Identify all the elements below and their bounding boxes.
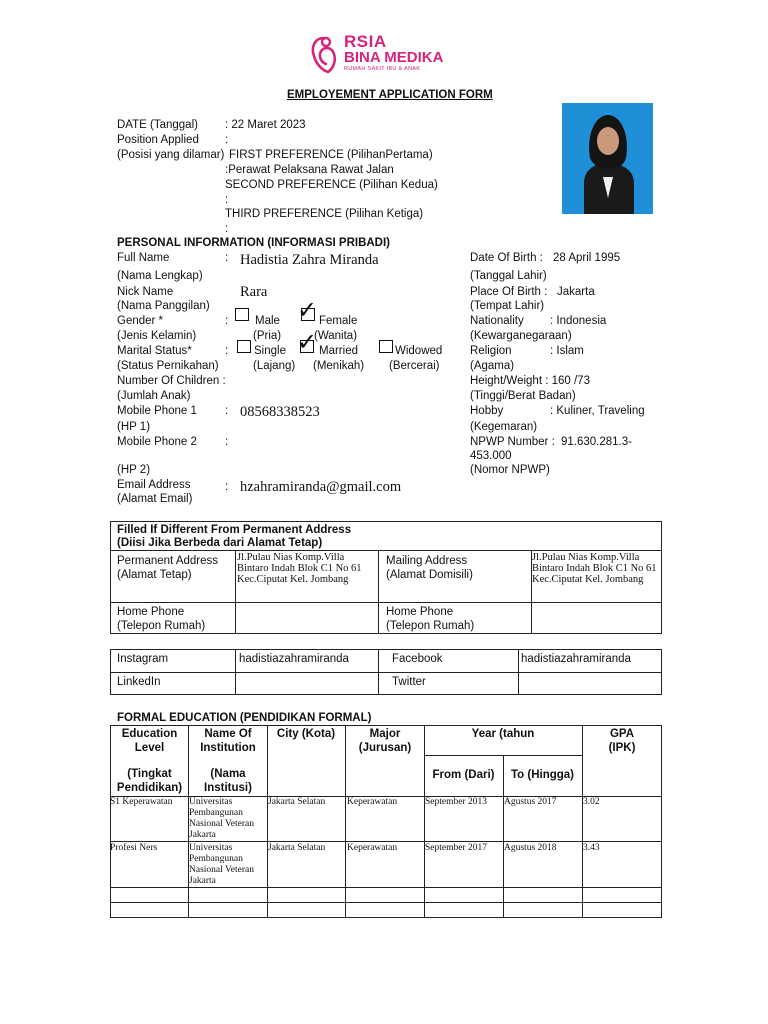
permanent-address-value[interactable]: Jl.Pulau Nias Komp.Villa Bintaro Indah Blok C1 No 61 Kec.Ciputat Kel. Jombang <box>237 552 362 585</box>
applicant-photo <box>562 103 653 214</box>
female-sub: (Wanita) <box>314 330 358 342</box>
male-label: Male <box>255 315 280 327</box>
edu-row2-level[interactable]: Profesi Ners <box>110 843 158 853</box>
email-colon: : <box>225 481 229 493</box>
mother-child-logo-icon <box>308 34 340 76</box>
hobby-label: Hobby <box>470 405 504 417</box>
first-preference-label: FIRST PREFERENCE (PilihanPertama) <box>229 149 433 161</box>
edu-row1-gpa[interactable]: 3.02 <box>583 797 600 807</box>
social-vline-3 <box>518 649 519 695</box>
nationality-label: Nationality <box>470 315 524 327</box>
male-sub: (Pria) <box>253 330 282 342</box>
edu-row1-level[interactable]: S1 Keperawatan <box>110 797 173 807</box>
gender-label: Gender * <box>117 315 164 327</box>
person-photo-icon <box>562 103 653 214</box>
address-vline-2 <box>378 550 379 634</box>
edu-hline-row1 <box>110 841 662 842</box>
edu-vline-2 <box>267 725 268 918</box>
social-vline-2 <box>378 649 379 695</box>
married-sub: (Menikah) <box>313 360 365 372</box>
third-preference-colon: : <box>225 223 229 235</box>
single-checkbox[interactable] <box>237 340 251 353</box>
height-weight-sub: (Tinggi/Berat Badan) <box>470 390 576 402</box>
hospital-logo <box>308 32 453 78</box>
mobile2-colon: : <box>225 436 229 448</box>
single-sub: (Lajang) <box>253 360 296 372</box>
edu-vline-6 <box>582 725 583 918</box>
third-preference-label: THIRD PREFERENCE (Pilihan Ketiga) <box>225 208 424 220</box>
married-label: Married <box>319 345 358 357</box>
religion-label: Religion <box>470 345 512 357</box>
dob-value: 28 April 1995 <box>553 252 621 264</box>
permanent-address-label: Permanent Address <box>117 555 219 567</box>
edu-row1-to[interactable]: Agustus 2017 <box>504 797 557 807</box>
edu-row1-city[interactable]: Jakarta Selatan <box>268 797 326 807</box>
npwp-sub: (Nomor NPWP) <box>470 464 550 476</box>
address-vline-1 <box>235 550 236 634</box>
col-institution: Name Of Institution <box>200 728 256 754</box>
col-education-level: Education Level <box>121 728 178 754</box>
marital-colon: : <box>225 345 229 357</box>
address-divider-top <box>110 550 662 551</box>
mobile1-value[interactable]: 08568338523 <box>240 404 320 420</box>
col-from: From (Dari) <box>432 769 495 781</box>
edu-vline-3 <box>345 725 346 918</box>
personal-heading: PERSONAL INFORMATION (INFORMASI PRIBADI) <box>117 237 391 249</box>
dob-sub: (Tanggal Lahir) <box>470 270 547 282</box>
address-heading-sub: (Diisi Jika Berbeda dari Alamat Tetap) <box>117 537 323 549</box>
edu-row2-to[interactable]: Agustus 2018 <box>504 843 557 853</box>
social-vline-1 <box>235 649 236 695</box>
male-checkbox[interactable] <box>235 308 249 321</box>
home-phone-sub: (Telepon Rumah) <box>117 620 206 632</box>
nick-name-value[interactable]: Rara <box>240 284 268 300</box>
position-label: Position Applied <box>117 134 199 146</box>
mailing-address-label: Mailing Address <box>386 555 468 567</box>
marital-label: Marital Status* <box>117 345 192 357</box>
pob-sub: (Tempat Lahir) <box>470 300 545 312</box>
mobile1-colon: : <box>225 405 229 417</box>
col-major: Major (Jurusan) <box>358 728 412 754</box>
col-institution-sub: (Nama Institusi) <box>204 768 252 794</box>
facebook-label: Facebook <box>392 653 443 665</box>
full-name-sub: (Nama Lengkap) <box>117 270 203 282</box>
second-preference-label: SECOND PREFERENCE (Pilihan Kedua) <box>225 179 438 191</box>
date-label: DATE (Tanggal) <box>117 119 198 131</box>
logo-tagline: RUMAH SAKIT IBU & ANAK <box>344 66 421 72</box>
full-name-colon: : <box>225 252 229 264</box>
religion-value: : Islam <box>550 345 584 357</box>
nationality-sub: (Kewarganegaraan) <box>470 330 572 342</box>
edu-row2-institution[interactable]: Universitas Pembangunan Nasional Veteran Jakarta <box>189 843 254 886</box>
marital-sub: (Status Pernikahan) <box>117 360 219 372</box>
nick-name-label: Nick Name <box>117 286 174 298</box>
nick-name-sub: (Nama Panggilan) <box>117 300 210 312</box>
nationality-value: : Indonesia <box>550 315 607 327</box>
linkedin-label: LinkedIn <box>117 676 161 688</box>
hobby-sub: (Kegemaran) <box>470 421 538 433</box>
mailing-address-sub: (Alamat Domisili) <box>386 569 473 581</box>
date-value: : 22 Maret 2023 <box>225 119 306 131</box>
gender-colon: : <box>225 315 229 327</box>
facebook-value[interactable]: hadistiazahramiranda <box>521 653 631 665</box>
edu-row2-major[interactable]: Keperawatan <box>347 843 398 853</box>
address-divider-mid <box>110 602 662 603</box>
mobile1-label: Mobile Phone 1 <box>117 405 197 417</box>
npwp-label: NPWP Number : <box>470 436 555 448</box>
home-phone2-label: Home Phone <box>386 606 454 618</box>
logo-line2: BINA MEDIKA <box>344 49 444 66</box>
email-sub: (Alamat Email) <box>117 493 193 505</box>
form-title: EMPLOYEMENT APPLICATION FORM <box>287 89 493 101</box>
home-phone2-sub: (Telepon Rumah) <box>386 620 475 632</box>
height-weight-label: Height/Weight : 160 /73 <box>470 375 590 387</box>
col-to: To (Hingga) <box>510 769 575 781</box>
edu-vline-4 <box>424 725 425 918</box>
instagram-label: Instagram <box>117 653 169 665</box>
female-label: Female <box>319 315 358 327</box>
posisi-label: (Posisi yang dilamar) <box>117 149 225 161</box>
position-colon: : <box>225 134 229 146</box>
col-city: City (Kota) <box>276 728 336 740</box>
second-preference-colon: : <box>225 194 229 206</box>
mobile2-sub: (HP 2) <box>117 464 151 476</box>
pob-label: Place Of Birth : <box>470 286 548 298</box>
widowed-sub: (Bercerai) <box>389 360 440 372</box>
edu-row1-from[interactable]: September 2013 <box>425 797 488 807</box>
first-preference-value: :Perawat Pelaksana Rawat Jalan <box>225 164 394 176</box>
children-sub: (Jumlah Anak) <box>117 390 191 402</box>
home-phone-label: Home Phone <box>117 606 185 618</box>
full-name-value[interactable]: Hadistia Zahra Miranda <box>240 252 379 268</box>
religion-sub: (Agama) <box>470 360 515 372</box>
gender-sub: (Jenis Kelamin) <box>117 330 197 342</box>
instagram-value[interactable]: hadistiazahramiranda <box>239 653 349 665</box>
edu-row2-city[interactable]: Jakarta Selatan <box>268 843 326 853</box>
edu-hline-row3 <box>110 902 662 903</box>
children-label: Number Of Children : <box>117 375 226 387</box>
mobile1-sub: (HP 1) <box>117 421 151 433</box>
permanent-address-sub: (Alamat Tetap) <box>117 569 192 581</box>
col-year: Year (tahun <box>471 728 535 740</box>
email-label: Email Address <box>117 479 191 491</box>
npwp-value-cont: 453.000 <box>470 450 512 462</box>
hobby-value: : Kuliner, Traveling <box>550 405 645 417</box>
logo-line1: RSIA <box>344 32 387 51</box>
pob-value: Jakarta <box>557 286 595 298</box>
edu-row1-major[interactable]: Keperawatan <box>347 797 398 807</box>
edu-hline-row2 <box>110 887 662 888</box>
col-gpa: GPA (IPK) <box>608 728 636 754</box>
full-name-label: Full Name <box>117 252 170 264</box>
edu-row1-institution[interactable]: Universitas Pembangunan Nasional Veteran Jakarta <box>189 797 254 840</box>
widowed-label: Widowed <box>395 345 443 357</box>
education-heading: FORMAL EDUCATION (PENDIDIKAN FORMAL) <box>117 712 372 724</box>
email-value[interactable]: hzahramiranda@gmail.com <box>240 479 402 495</box>
mobile2-label: Mobile Phone 2 <box>117 436 197 448</box>
col-education-level-sub: (Tingkat Pendidikan) <box>116 768 183 794</box>
married-check-icon: ✓ <box>297 328 318 356</box>
npwp-value: 91.630.281.3- <box>561 436 632 448</box>
mailing-address-value[interactable]: Jl.Pulau Nias Komp.Villa Bintaro Indah Blok C1 No 61 Kec.Ciputat Kel. Jombang <box>532 552 657 585</box>
widowed-checkbox[interactable] <box>379 340 393 353</box>
single-label: Single <box>254 345 286 357</box>
twitter-label: Twitter <box>392 676 426 688</box>
edu-row2-from[interactable]: September 2017 <box>425 843 488 853</box>
address-heading: Filled If Different From Permanent Address <box>117 524 352 536</box>
female-check-icon: ✓ <box>297 296 318 324</box>
social-divider <box>110 672 662 673</box>
dob-label: Date Of Birth : <box>470 252 543 264</box>
edu-row2-gpa[interactable]: 3.43 <box>583 843 600 853</box>
